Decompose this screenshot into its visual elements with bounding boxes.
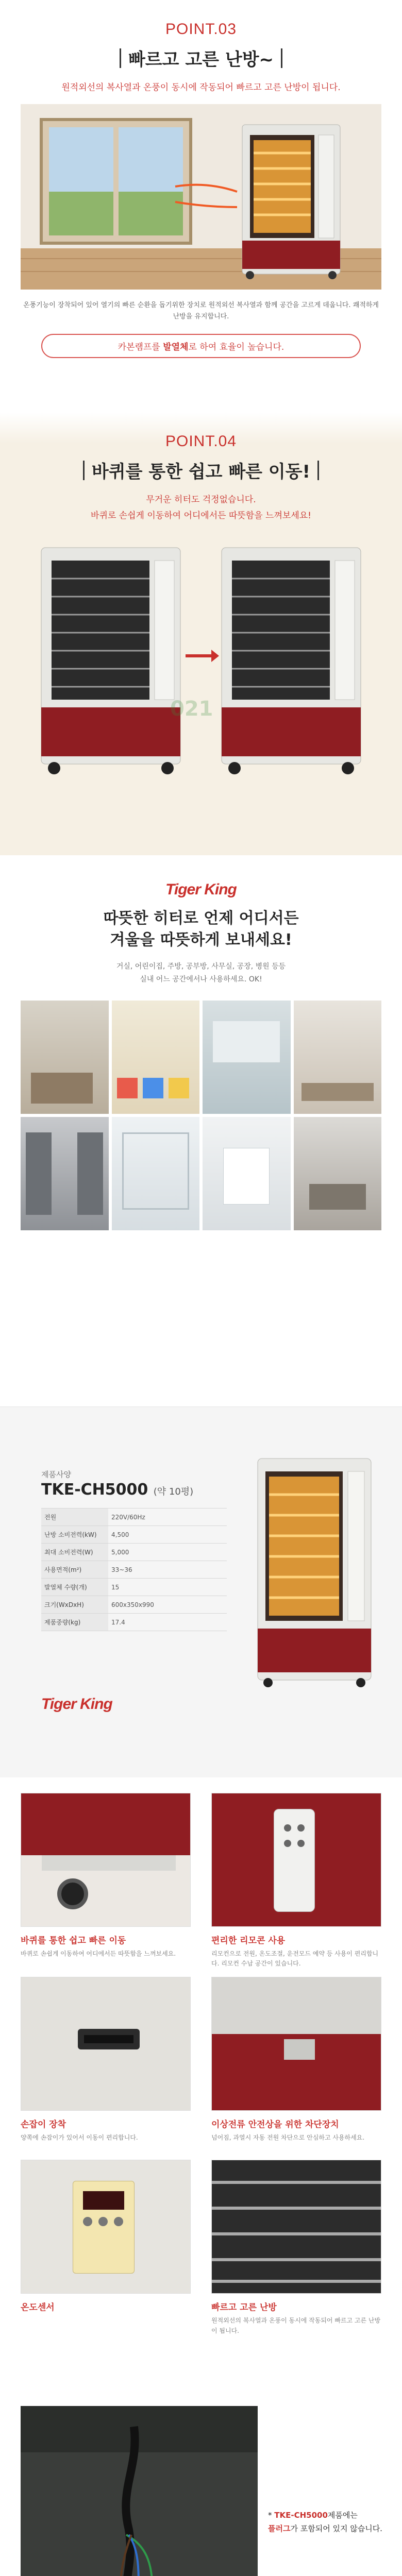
place-photo-living-room <box>21 1001 109 1114</box>
wheel-icon <box>21 1793 191 1927</box>
spec-value: 220V/60Hz <box>108 1509 227 1526</box>
spec-row <box>41 1561 227 1579</box>
detail-desc: 넘어짐, 과열시 자동 전원 차단으로 안심하고 사용하세요. <box>211 2134 365 2142</box>
detail-desc: 양쪽에 손잡이가 있어서 이동이 편리합니다. <box>21 2134 138 2142</box>
brand-logo-wrap <box>0 855 402 899</box>
remote-icon <box>211 1793 381 1927</box>
spec-value: 600x350x990 <box>108 1596 227 1614</box>
title-divider <box>83 461 85 480</box>
power-cable-illustration <box>21 2406 258 2576</box>
detail-item-cutoff <box>211 1977 381 2151</box>
tiger-king-logo: Tiger King <box>165 881 237 898</box>
title-divider <box>120 48 121 68</box>
detail-desc <box>21 2316 191 2334</box>
point3-title: 빠르고 고른 난방~ <box>128 49 274 70</box>
spec-key: 최대 소비전력(W) <box>41 1544 108 1561</box>
product-image <box>253 1453 376 1690</box>
detail-desc: 리모컨으로 전원, 온도조절, 운전모드 예약 등 사용이 편리합니다. 리모컨 수납 공간이 있습니다. <box>211 1950 379 1968</box>
spec-block <box>41 1469 237 1631</box>
spec-value: 4,500 <box>108 1526 227 1544</box>
spec-section <box>0 1406 402 1777</box>
spec-row <box>41 1579 227 1596</box>
point4-title-bar <box>0 457 402 483</box>
spec-tag: 제품사양 <box>41 1470 71 1479</box>
detail-item-heating <box>211 2160 381 2335</box>
brand-headline-line: 따뜻한 히터로 언제 어디서든 <box>103 909 299 927</box>
detail-item-remote <box>211 1793 381 1969</box>
detail-caption: 빠르고 고른 난방 <box>211 2302 277 2313</box>
detail-item-handle <box>21 1977 191 2151</box>
point3-banner <box>41 334 361 358</box>
spec-key: 사용면적(m²) <box>41 1561 108 1579</box>
title-divider <box>317 461 319 480</box>
notice-plug: 플러그 <box>268 2523 291 2533</box>
plug-notice-line <box>268 2522 387 2536</box>
model-suffix: (약 10평) <box>153 1486 194 1497</box>
detail-caption: 손잡이 장착 <box>21 2120 66 2130</box>
detail-item-wheel <box>21 1793 191 1969</box>
spec-row <box>41 1509 227 1526</box>
point3-title-bar <box>0 45 402 71</box>
spec-key: 발열체 수량(개) <box>41 1579 108 1596</box>
room-scene-image <box>21 104 381 290</box>
place-photo-kindergarten <box>112 1001 200 1114</box>
handle-icon <box>21 1977 191 2111</box>
heater-illustration <box>242 125 340 279</box>
spec-value: 15 <box>108 1579 227 1596</box>
cable-section <box>0 2396 402 2576</box>
place-photo-office <box>112 1117 200 1230</box>
brand-sub-line: 거실, 어린이집, 주방, 공부방, 사무실, 공장, 병원 등등 <box>116 962 286 971</box>
detail-item-sensor <box>21 2160 191 2335</box>
detail-caption: 이상전류 안전상을 위한 차단장치 <box>211 2120 339 2130</box>
point4-label: POINT.04 <box>165 433 237 450</box>
notice-text: 가 포함되어 있지 않습니다. <box>290 2523 382 2533</box>
detail-desc: 바퀴로 손쉽게 이동하여 어디에서든 따뜻함을 느껴보세요. <box>21 1950 176 1957</box>
brand-sub <box>0 960 402 986</box>
place-photo-classroom <box>294 1001 382 1114</box>
detail-caption: 온도센서 <box>21 2302 55 2313</box>
place-photo-kitchen <box>203 1001 291 1114</box>
two-heaters-image <box>21 532 381 790</box>
title-divider <box>281 48 282 68</box>
spec-value: 5,000 <box>108 1544 227 1561</box>
spec-row <box>41 1614 227 1631</box>
room-scene-illustration <box>21 104 381 290</box>
spec-row <box>41 1596 227 1614</box>
cable-icon <box>21 2406 258 2576</box>
usage-places-grid <box>21 1001 381 1230</box>
notice-model: TKE-CH5000 <box>274 2511 328 2520</box>
point4-subtitle-1: 무거운 히터도 걱정없습니다. <box>146 495 256 505</box>
point3-section <box>0 0 402 412</box>
spec-key: 전원 <box>41 1509 108 1526</box>
point3-note: 온풍기능이 장착되어 있어 열기의 빠른 순환을 돕기위한 장치로 원적외선 복사열과 함께 공간을 고르게 데웁니다. 쾌적하게 난방을 유지합니다. <box>23 301 379 321</box>
heater-pair-illustration <box>21 532 381 790</box>
place-photo-warehouse <box>21 1117 109 1230</box>
spec-key: 난방 소비전력(kW) <box>41 1526 108 1544</box>
heating-grille-icon <box>211 2160 381 2294</box>
brand-headline <box>0 908 402 951</box>
spec-key: 크기(WxDxH) <box>41 1596 108 1614</box>
point4-title: 바퀴를 통한 쉽고 빠른 이동! <box>91 462 311 482</box>
notice-text: * <box>268 2511 275 2520</box>
detail-desc: 원적외선의 복사열과 온풍이 동시에 작동되어 빠르고 고른 난방이 됩니다. <box>211 2317 381 2334</box>
brand-sub-line: 실내 어느 공간에서나 사용하세요. OK! <box>140 975 262 984</box>
detail-grid <box>21 1793 381 2336</box>
spec-model <box>41 1481 237 1499</box>
plug-notice <box>268 2509 387 2535</box>
spec-table <box>41 1508 227 1631</box>
notice-text: 제품에는 <box>327 2511 358 2520</box>
banner-highlight: 발열체 <box>163 342 189 353</box>
spec-row <box>41 1526 227 1544</box>
spec-logo-wrap <box>41 1696 112 1713</box>
spec-row <box>41 1544 227 1561</box>
detail-caption: 바퀴를 통한 쉽고 빠른 이동 <box>21 1936 126 1946</box>
detail-section <box>0 1777 402 2396</box>
point4-section <box>0 412 402 855</box>
heater-front-illustration <box>253 1453 376 1690</box>
model-name: TKE-CH5000 <box>41 1481 148 1499</box>
spec-key: 제품중량(kg) <box>41 1614 108 1631</box>
safety-switch-icon <box>211 1977 381 2111</box>
point3-label: POINT.03 <box>165 21 237 38</box>
spec-value: 17.4 <box>108 1614 227 1631</box>
point4-subtitle-2: 바퀴로 손쉽게 이동하여 어디에서든 따뜻함을 느껴보세요! <box>91 511 311 521</box>
place-photo-hospital <box>203 1117 291 1230</box>
detail-caption: 편리한 리모콘 사용 <box>211 1936 286 1946</box>
banner-text: 로 하여 효율이 높습니다. <box>188 342 284 353</box>
point3-subtitle: 원적외선의 복사열과 온풍이 동시에 작동되어 빠르고 고른 난방이 됩니다. <box>61 82 341 93</box>
plug-notice-line <box>268 2509 387 2522</box>
place-photo-workshop <box>294 1117 382 1230</box>
sensor-icon <box>21 2160 191 2294</box>
watermark-text: 021 <box>170 697 213 721</box>
tiger-king-logo: Tiger King <box>41 1696 112 1713</box>
brand-section <box>0 855 402 1406</box>
banner-text: 카본램프를 <box>118 342 163 353</box>
spec-value: 33~36 <box>108 1561 227 1579</box>
brand-headline-line: 겨울을 따뜻하게 보내세요! <box>110 931 292 949</box>
